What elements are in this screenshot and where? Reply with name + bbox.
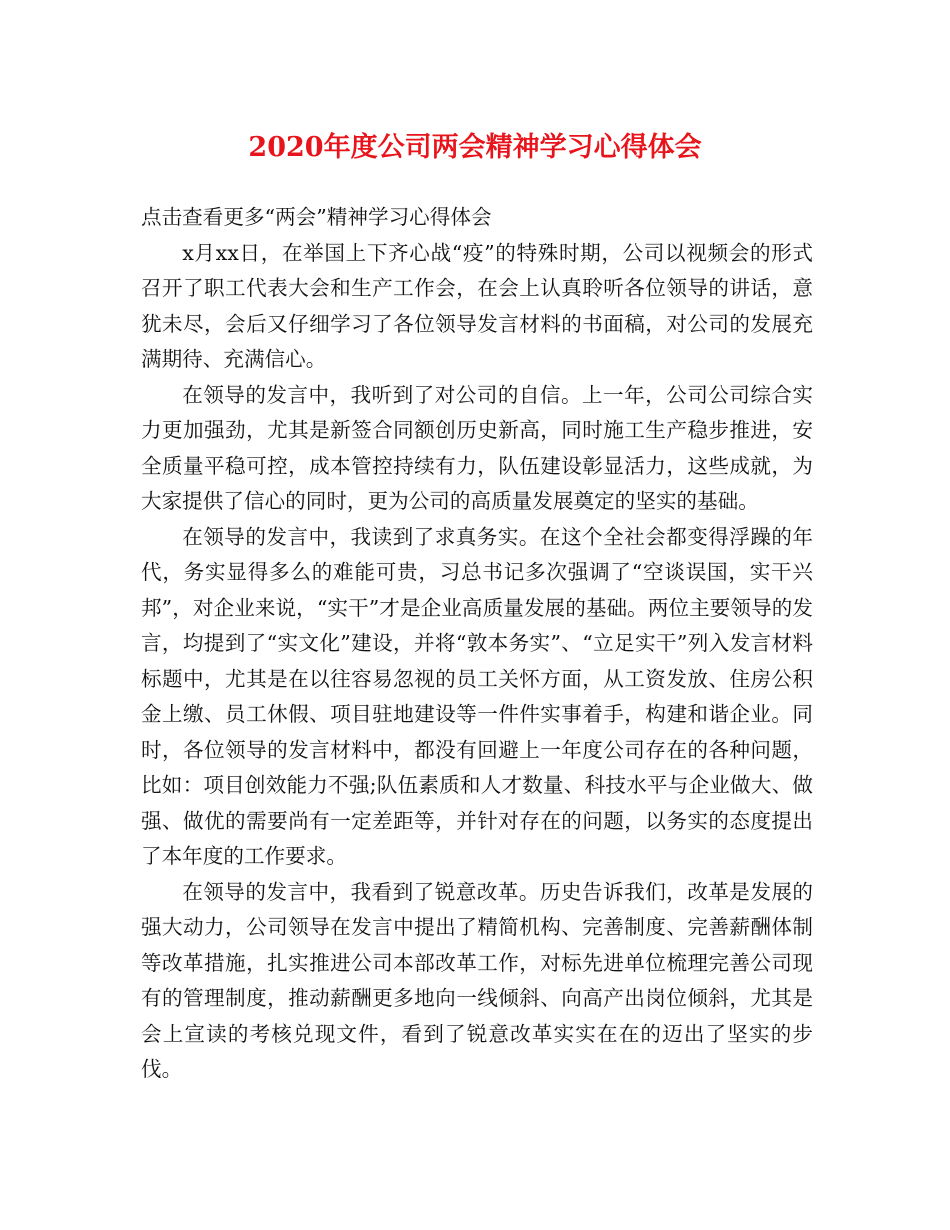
paragraph-4: 在领导的发言中，我看到了锐意改革。历史告诉我们，改革是发展的强大动力，公司领导在发言中提出了精简机构、完善制度、完善薪酬体制等改革措施，扎实推进公司本部改革工作，对标先进单位梳理完善公司现有的管理制度，推动薪酬更多地向一线倾斜、向高产出岗位倾斜，尤其是会上宣读的考核兑现文件，看到了锐意改革实实在在的迈出了坚实的步伐。: [141, 879, 813, 1081]
document-body: [141, 200, 813, 1088]
paragraph-1: x月xx日，在举国上下齐心战“疫”的特殊时期，公司以视频会的形式召开了职工代表大会和生产工作会，在会上认真聆听各位领导的讲话，意犹未尽，会后又仔细学习了各位领导发言材料的书面稿，对公司的发展充满期待、充满信心。: [141, 240, 813, 371]
paragraph-3: 在领导的发言中，我读到了求真务实。在这个全社会都变得浮躁的年代，务实显得多么的难能可贵，习总书记多次强调了“空谈误国，实干兴邦”，对企业来说，“实干”才是企业高质量发展的基础。两位主要领导的发言，均提到了“实文化”建设，并将“敦本务实”、“立足实干”列入发言材料标题中，尤其是在以往容易忽视的员工关怀方面，从工资发放、住房公积金上缴、员工休假、项目驻地建设等一件件实事着手，构建和谐企业。同时，各位领导的发言材料中，都没有回避上一年度公司存在的各种问题，比如：项目创效能力不强;队伍素质和人才数量、科技水平与企业做大、做强、做优的需要尚有一定差距等，并针对存在的问题，以务实的态度提出了本年度的工作要求。: [141, 524, 813, 868]
paragraph-2: 在领导的发言中，我听到了对公司的自信。上一年，公司公司综合实力更加强劲，尤其是新签合同额创历史新高，同时施工生产稳步推进，安全质量平稳可控，成本管控持续有力，队伍建设彰显活力，这些成就，为大家提供了信心的同时，更为公司的高质量发展奠定的坚实的基础。: [141, 382, 813, 513]
document-title: 2020年度公司两会精神学习心得体会: [248, 132, 702, 163]
intro-link-line: 点击查看更多“两会”精神学习心得体会: [141, 205, 492, 229]
